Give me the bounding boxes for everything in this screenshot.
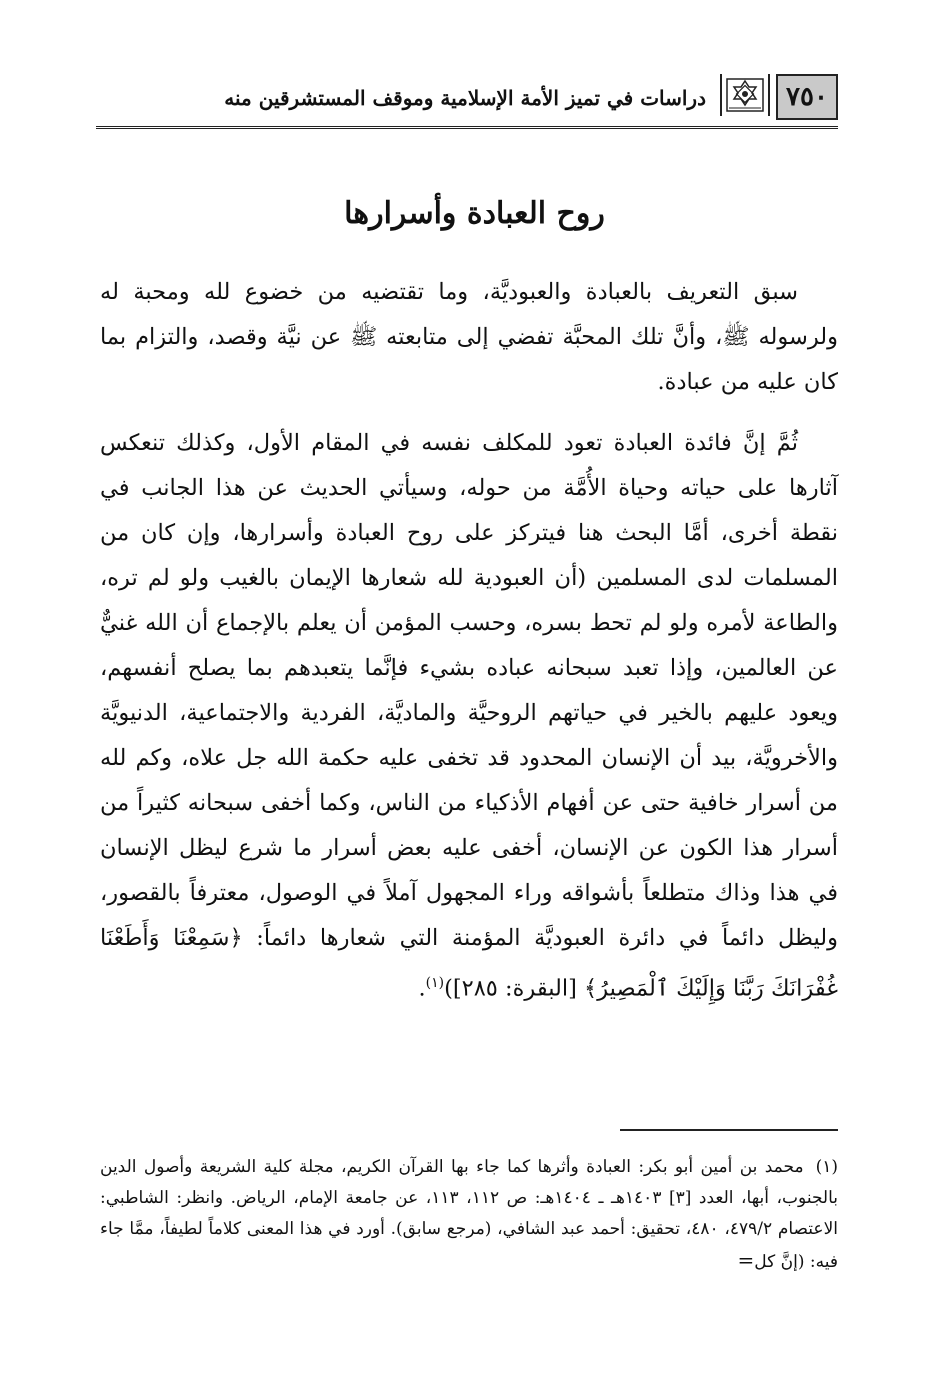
- page-number: ٧٥٠: [776, 74, 838, 120]
- running-title: دراسات في تميز الأمة الإسلامية وموقف المستشرقين منه: [224, 86, 706, 110]
- body-text: [100, 270, 838, 1012]
- continuation-mark: =: [737, 1248, 755, 1272]
- footnote-ref: (١): [425, 975, 445, 991]
- footnote-number: (١): [815, 1157, 838, 1177]
- paragraph: سبق التعريف بالعبادة والعبوديَّة، وما تقتضيه من خضوع لله ومحبة له ولرسوله ﷺ، وأنَّ تلك المحبَّة تفضي إلى متابعته ﷺ عن نيَّة وقصد، والتزام بما كان عليه من عبادة.: [100, 279, 838, 395]
- footnote-divider: [620, 1129, 838, 1131]
- footnote: [100, 1152, 838, 1278]
- paragraph-text: ثُمَّ إنَّ فائدة العبادة تعود للمكلف نفسه في المقام الأول، وكذلك تنعكس آثارها على حياته وحياة الأُمَّة من حوله، وسيأتي الحديث عن هذا الجانب في نقطة أخرى، أمَّا البحث هنا فيتركز على روح العبادة وأسرارها، وإن كان من المسلمات لدى المسلمين (أن العبودية لله شعارها الإيمان بالغيب ولو لم تره، والطاعة لأمره ولو لم تحط بسره، وحسب المؤمن أن يعلم بالإجماع أن الله غنيٌّ عن العالمين، وإذا تعبد سبحانه عباده بشيء فإنَّما يتعبدهم بما يصلح أنفسهم، ويعود عليهم بالخير في حياتهم الروحيَّة والماديَّة، الفردية والاجتماعية، الدنيويَّة والأخرويَّة، بيد أن الإنسان المحدود قد تخفى عليه حكمة الله جل علاه، وكم لله من أسرار خافية حتى عن أفهام الأذكياء من الناس، وكما أخفى سبحانه كثيراً من أسرار هذا الكون عن الإنسان، أخفى عليه بعض أسرار ما شرع ليظل الإنسان في هذا وذاك متطلعاً بأشواقه وراء المجهول آملاً في الوصول، معترفاً بالقصور، وليظل دائماً في دائرة العبوديَّة المؤمنة التي شعارها دائماً: ﴿سَمِعْنَا وَأَطَعْنَا غُفْرَانَكَ رَبَّنَا وَإِلَيْكَ ٱلْمَصِيرُ﴾ [البقرة: ٢٨٥]): [100, 430, 838, 1002]
- ornament-icon: [720, 74, 770, 116]
- page-header: [96, 70, 838, 129]
- chapter-title: روح العبادة وأسرارها: [344, 196, 605, 231]
- paragraph-end: .: [418, 975, 426, 1002]
- paragraph: [100, 421, 838, 1012]
- footnote-text: محمد بن أمين أبو بكر: العبادة وأثرها كما جاء بها القرآن الكريم، مجلة كلية الشريعة وأصول الدين بالجنوب، أبها، العدد [٣] ١٤٠٣هـ ـ ١٤٠٤هـ: ص ١١٢، ١١٣، عن جامعة الإمام، الرياض. وانظر: الشاطبي: الاعتصام ٤٧٩/٢، ٤٨٠، تحقيق: أحمد عبد الشافي، (مرجع سابق). أورد في هذا المعنى كلاماً لطيفاً، ممَّا جاء فيه: (إنَّ كل: [100, 1157, 839, 1272]
